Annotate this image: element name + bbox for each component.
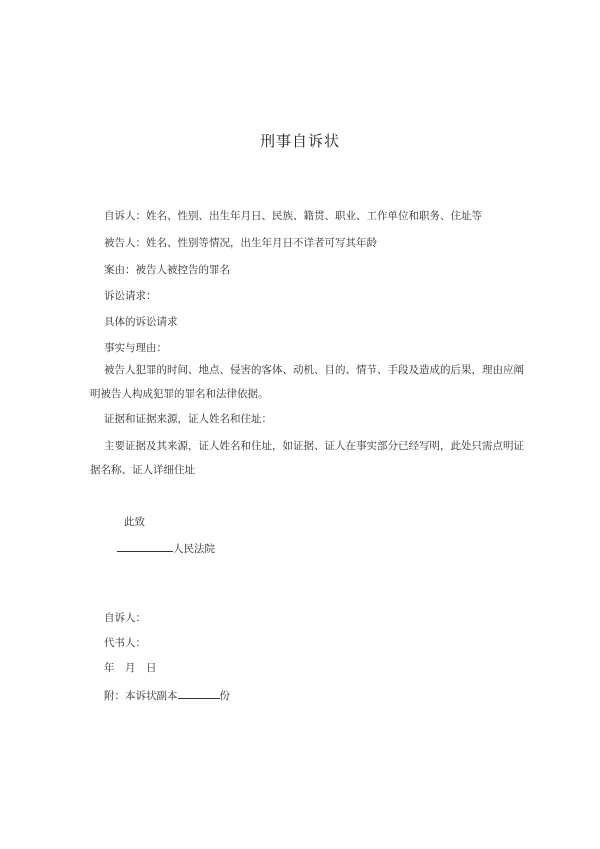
signature-agent: 代书人： bbox=[104, 637, 146, 649]
attachment-prefix: 附：本诉状副本 bbox=[104, 690, 178, 702]
court-line bbox=[117, 541, 215, 556]
evidence-body-line-2: 据名称、证人详细住址 bbox=[90, 464, 195, 476]
facts-body-line-2: 明被告人构成犯罪的罪名和法律依据。 bbox=[90, 388, 269, 400]
cause-line: 案由：被告人被控告的罪名 bbox=[104, 264, 230, 276]
claims-heading: 诉讼请求： bbox=[104, 290, 157, 302]
signature-date: 年 月 日 bbox=[104, 662, 157, 674]
salutation: 此致 bbox=[124, 516, 145, 528]
attachment-suffix: 份 bbox=[219, 690, 230, 702]
plaintiff-line: 自诉人：姓名、性别、出生年月日、民族、籍贯、职业、工作单位和职务、住址等 bbox=[104, 210, 482, 222]
defendant-line: 被告人：姓名、性别等情况，出生年月日不详者可写其年龄 bbox=[104, 237, 377, 249]
court-name-blank bbox=[117, 541, 173, 552]
attachment-line bbox=[104, 688, 230, 703]
facts-body-line-1: 被告人犯罪的时间、地点、侵害的客体、动机、目的、情节、手段及造成的后果，理由应阐 bbox=[104, 364, 524, 376]
court-suffix: 人民法院 bbox=[173, 543, 215, 555]
document-title: 刑事自诉状 bbox=[259, 132, 340, 150]
evidence-body-line-1: 主要证据及其来源，证人姓名和住址，如证据、证人在事实部分已经写明，此处只需点明证 bbox=[104, 440, 524, 452]
facts-heading: 事实与理由： bbox=[104, 342, 167, 354]
attachment-count-blank bbox=[178, 688, 220, 699]
claims-body: 具体的诉讼请求 bbox=[104, 316, 178, 328]
signature-plaintiff: 自诉人： bbox=[104, 612, 146, 624]
evidence-heading: 证据和证据来源，证人姓名和住址： bbox=[104, 413, 272, 425]
